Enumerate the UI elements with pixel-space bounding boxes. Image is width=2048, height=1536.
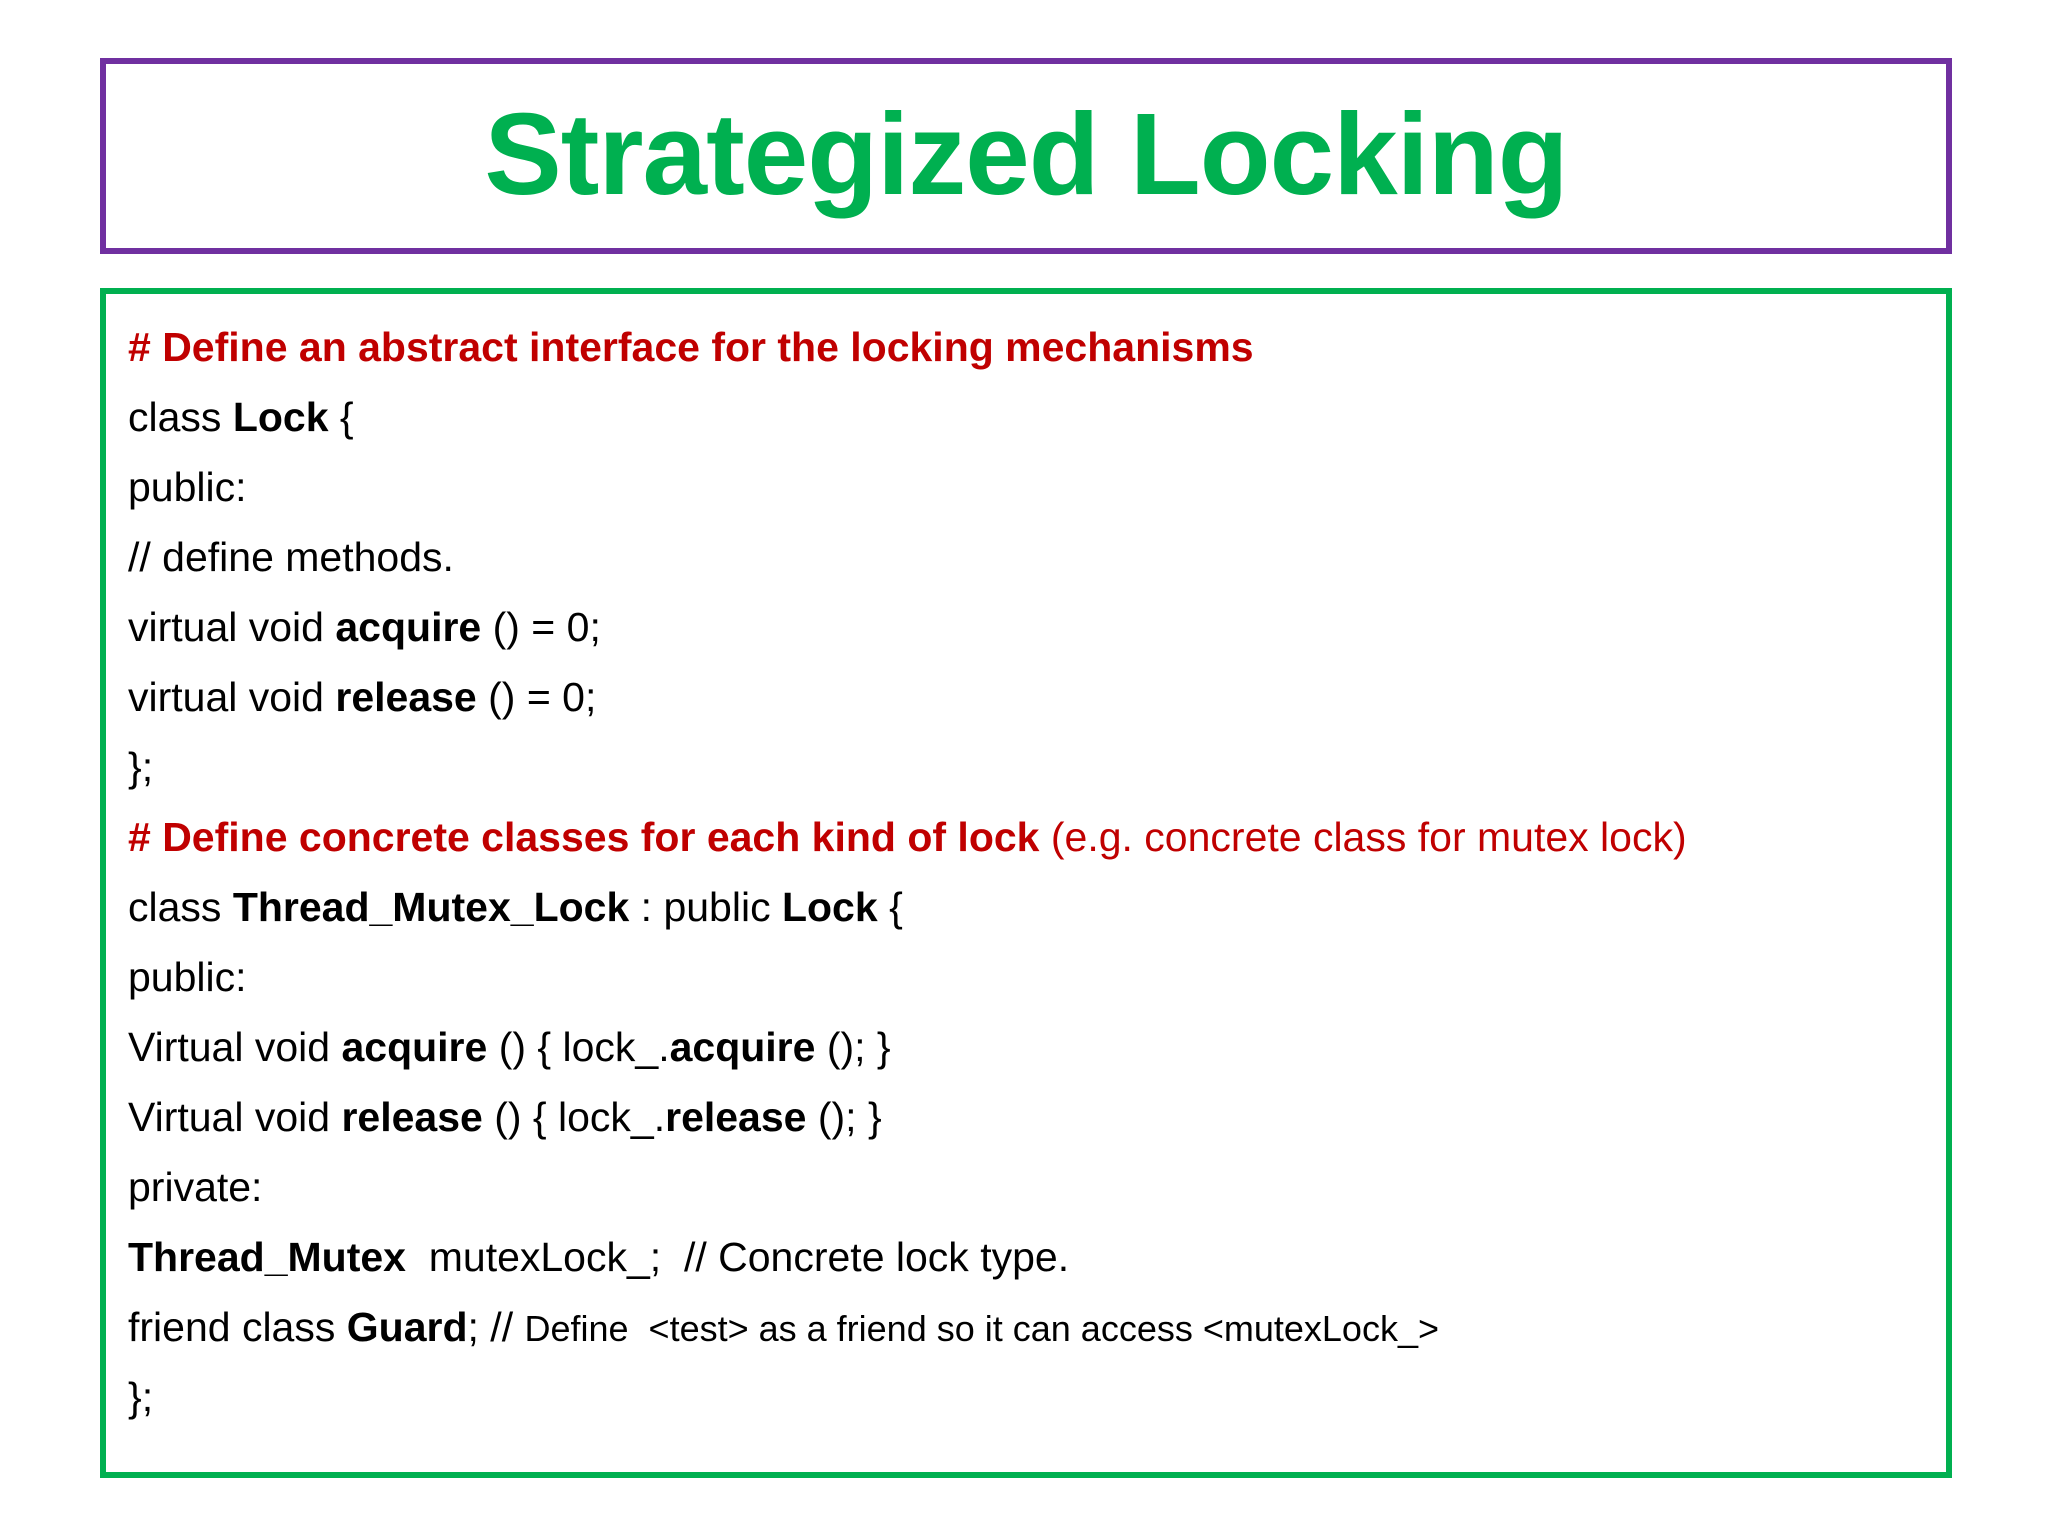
keyword: class	[128, 394, 233, 440]
code-line-11	[128, 1012, 1946, 1082]
code-line-15	[128, 1292, 1946, 1362]
code-line-12	[128, 1082, 1946, 1152]
code-text: virtual void	[128, 604, 336, 650]
comment-abstract-interface: # Define an abstract interface for the locking mechanisms	[128, 324, 1254, 370]
code-line-1	[128, 312, 1946, 382]
code-box	[100, 288, 1952, 1478]
code-text: public:	[128, 464, 247, 510]
code-line-3	[128, 452, 1946, 522]
keyword: class	[128, 884, 233, 930]
code-text: Virtual void	[128, 1094, 342, 1140]
title-box	[100, 58, 1952, 254]
method-acquire: acquire	[335, 604, 482, 650]
code-text: {	[877, 884, 903, 930]
code-line-7	[128, 732, 1946, 802]
comment-concrete-classes: # Define concrete classes for each kind of lock	[128, 814, 1040, 860]
code-line-4	[128, 522, 1946, 592]
method-acquire: acquire	[341, 1024, 488, 1070]
method-release: release	[335, 674, 477, 720]
code-text: (); }	[806, 1094, 882, 1140]
slide-title: Strategized Locking	[484, 89, 1568, 219]
code-text: friend class	[128, 1304, 347, 1350]
code-text: public:	[128, 954, 247, 1000]
code-text: () = 0;	[481, 604, 601, 650]
code-text: private:	[128, 1164, 263, 1210]
code-line-5	[128, 592, 1946, 662]
method-release: release	[665, 1094, 807, 1140]
code-line-6	[128, 662, 1946, 732]
code-comment: // define methods.	[128, 534, 454, 580]
code-text: mutexLock_; // Concrete lock type.	[405, 1234, 1070, 1280]
code-line-2	[128, 382, 1946, 452]
method-acquire: acquire	[669, 1024, 816, 1070]
class-name-thread-mutex-lock: Thread_Mutex_Lock	[232, 884, 630, 930]
code-line-14	[128, 1222, 1946, 1292]
class-name-lock: Lock	[781, 884, 878, 930]
code-text: {	[328, 394, 354, 440]
code-text: () { lock_.	[487, 1024, 670, 1070]
code-text: : public	[629, 884, 782, 930]
comment-example: (e.g. concrete class for mutex lock)	[1039, 814, 1687, 860]
code-comment-friend: Define <test> as a friend so it can access <mutexLock_>	[524, 1308, 1439, 1349]
code-text: ; //	[467, 1304, 525, 1350]
code-line-16	[128, 1362, 1946, 1432]
code-line-10	[128, 942, 1946, 1012]
code-line-13	[128, 1152, 1946, 1222]
code-text: Virtual void	[128, 1024, 342, 1070]
class-name-lock: Lock	[232, 394, 329, 440]
code-line-8	[128, 802, 1946, 872]
code-text: () = 0;	[476, 674, 597, 720]
class-name-guard: Guard	[346, 1304, 468, 1350]
code-line-9	[128, 872, 1946, 942]
method-release: release	[341, 1094, 483, 1140]
code-text: };	[128, 1374, 154, 1420]
code-text: () { lock_.	[482, 1094, 666, 1140]
code-text: };	[128, 744, 154, 790]
type-thread-mutex: Thread_Mutex	[128, 1234, 406, 1280]
code-text: virtual void	[128, 674, 336, 720]
code-text: (); }	[815, 1024, 891, 1070]
